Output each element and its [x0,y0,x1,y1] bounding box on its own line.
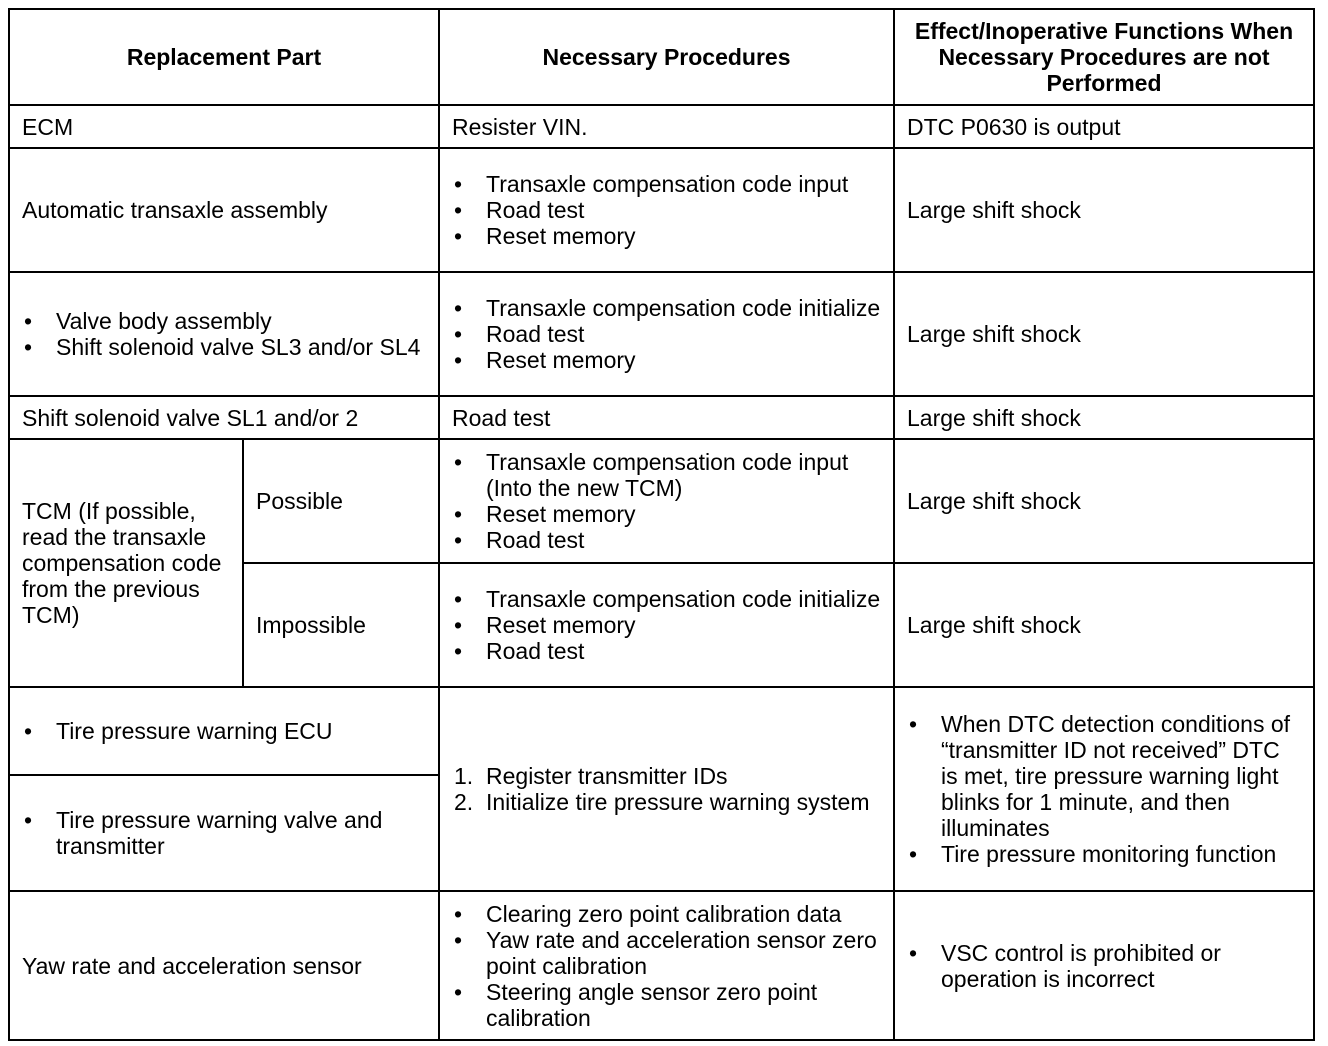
procedures-table [8,8,1315,1041]
cell-part [9,775,439,891]
cell-part: Automatic transaxle assembly [9,148,439,272]
procedure-list [452,449,881,553]
list-item [452,763,881,789]
list-item: • Transaxle compensation code initialize [452,586,881,612]
cell-procedure: Resister VIN. [439,105,894,148]
list-item: • Road test [452,321,881,347]
cell-condition-impossible: Impossible [243,563,439,687]
cell-effect: Large shift shock [894,148,1314,272]
list-item: • Tire pressure warning ECU [22,718,426,744]
list-item: • Reset memory [452,223,881,249]
procedure-list [452,901,881,1031]
list-item: • Reset memory [452,347,881,373]
header-necessary-procedures: Necessary Procedures [439,9,894,105]
list-item: • Clearing zero point calibration data [452,901,881,927]
list-item: • Steering angle sensor zero point calibration [452,979,881,1031]
list-number: 2. [454,789,474,815]
list-number: 1. [454,763,474,789]
cell-part [9,272,439,396]
list-item: • Reset memory [452,612,881,638]
cell-part: Shift solenoid valve SL1 and/or 2 [9,396,439,439]
list-item: • When DTC detection conditions of “transmitter ID not received” DTC is met, tire pressure warning light blinks for 1 minute, and then illuminates [907,711,1301,841]
cell-procedures [439,272,894,396]
part-list [22,308,426,360]
header-replacement-part: Replacement Part [9,9,439,105]
cell-effects [894,687,1314,891]
list-item: • Road test [452,527,881,553]
table-row-ecm [9,105,1314,148]
cell-procedures [439,891,894,1040]
list-item: • VSC control is prohibited or operation is incorrect [907,940,1301,992]
table-row-tcm-possible [9,439,1314,563]
cell-procedure: Road test [439,396,894,439]
list-item: • Transaxle compensation code initialize [452,295,881,321]
cell-condition-possible: Possible [243,439,439,563]
cell-effect: DTC P0630 is output [894,105,1314,148]
cell-procedures [439,687,894,891]
list-item: • Shift solenoid valve SL3 and/or SL4 [22,334,426,360]
part-list [22,718,426,744]
table-row-valve-body [9,272,1314,396]
list-item [452,789,881,815]
list-text: Initialize tire pressure warning system [486,789,870,815]
table-row-sl1 [9,396,1314,439]
list-item: • Road test [452,638,881,664]
cell-effects [894,891,1314,1040]
cell-procedures [439,439,894,563]
list-item: • Transaxle compensation code input (Into the new TCM) [452,449,881,501]
procedure-list [452,295,881,373]
cell-effect: Large shift shock [894,396,1314,439]
list-item: • Reset memory [452,501,881,527]
list-item: • Valve body assembly [22,308,426,334]
cell-part-tcm: TCM (If possible, read the transaxle compensation code from the previous TCM) [9,439,243,687]
cell-procedures [439,563,894,687]
cell-effect: Large shift shock [894,563,1314,687]
procedure-list [452,171,881,249]
header-effect: Effect/Inoperative Functions When Necessary Procedures are not Performed [894,9,1314,105]
effect-list [907,711,1301,867]
table-row-transaxle [9,148,1314,272]
procedure-list [452,586,881,664]
list-item: • Tire pressure monitoring function [907,841,1301,867]
cell-part: ECM [9,105,439,148]
part-list [22,807,426,859]
list-item: • Road test [452,197,881,223]
effect-list [907,940,1301,992]
table-row-tire-ecu [9,687,1314,775]
list-text: Register transmitter IDs [486,763,728,789]
procedure-list [452,763,881,815]
cell-effect: Large shift shock [894,272,1314,396]
header-row [9,9,1314,105]
cell-part [9,687,439,775]
cell-effect: Large shift shock [894,439,1314,563]
list-item: • Transaxle compensation code input [452,171,881,197]
cell-part: Yaw rate and acceleration sensor [9,891,439,1040]
list-item: • Yaw rate and acceleration sensor zero point calibration [452,927,881,979]
table-row-yaw [9,891,1314,1040]
cell-procedures [439,148,894,272]
list-item: • Tire pressure warning valve and transmitter [22,807,426,859]
